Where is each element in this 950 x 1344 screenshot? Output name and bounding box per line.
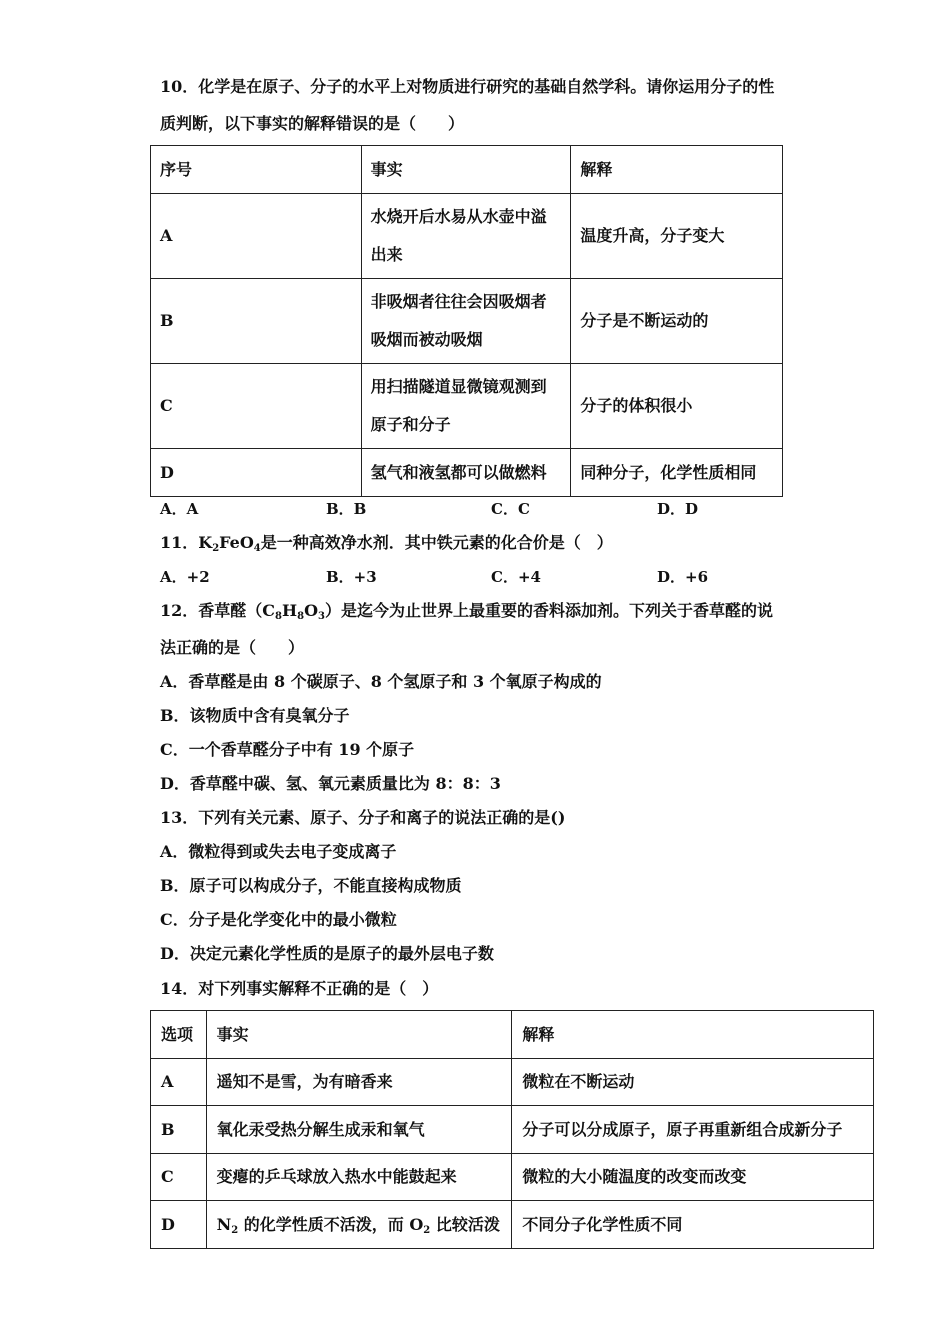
q10-table-header (151, 146, 783, 194)
q14-row-b (151, 1106, 874, 1154)
q13-stem: 13．下列有关元素、原子、分子和离子的说法正确的是() (160, 808, 566, 827)
q13-option-d[interactable]: D．决定元素化学性质的是原子的最外层电子数 (160, 944, 494, 963)
q10-row-id: B (151, 279, 362, 364)
q10-fact-line2: 原子和分子 (370, 415, 451, 434)
q14-row-fact: 遥知不是雪，为有暗香来 (206, 1059, 512, 1106)
q10-row-fact (361, 279, 571, 364)
q13-option-a[interactable]: A．微粒得到或失去电子变成离子 (160, 842, 397, 861)
q10-table (150, 145, 783, 497)
q13-option-b[interactable]: B．原子可以构成分子，不能直接构成物质 (160, 876, 462, 895)
q13-option-c[interactable]: C．分子是化学变化中的最小微粒 (160, 910, 397, 929)
q10-fact-line1: 水烧开后水易从水壶中溢 (370, 207, 547, 226)
q10-row-id: C (151, 364, 362, 449)
q12-stem-line2: 法正确的是（ ） (160, 638, 305, 657)
q14-header-explain: 解释 (512, 1011, 874, 1059)
q10-header-fact: 事实 (361, 146, 571, 194)
q14-header-fact: 事实 (206, 1011, 512, 1059)
q11-option-a[interactable]: A．+2 (160, 568, 210, 586)
q14-table (150, 1010, 874, 1249)
q10-row-explain: 分子的体积很小 (571, 364, 783, 449)
q10-row-fact (361, 194, 571, 279)
q14-row-id: C (151, 1154, 207, 1201)
q10-fact-line2: 出来 (370, 245, 403, 264)
q14-row-c (151, 1154, 874, 1201)
q14-row-explain: 微粒的大小随温度的改变而改变 (512, 1154, 874, 1201)
q14-header-option: 选项 (151, 1011, 207, 1059)
q10-row-c (151, 364, 783, 449)
q14-row-id: B (151, 1106, 207, 1154)
q14-stem: 14．对下列事实解释不正确的是（ ） (160, 979, 439, 998)
q10-option-c[interactable]: C．C (491, 500, 530, 518)
q10-row-fact: 氢气和液氢都可以做燃料 (361, 449, 571, 497)
q12-option-d[interactable]: D．香草醛中碳、氢、氧元素质量比为 8：8：3 (160, 774, 501, 793)
q11-option-c[interactable]: C．+4 (491, 568, 541, 586)
q10-row-explain: 温度升高，分子变大 (571, 194, 783, 279)
q12-stem-line1: 12．香草醛$(C_8H_8O_3)$是迄今为止世界上最重要的香料添加剂。下列关于香草醛的说 (160, 601, 773, 622)
q10-fact-line2: 吸烟而被动吸烟 (370, 330, 483, 349)
q10-stem-line1: 10．化学是在原子、分子的水平上对物质进行研究的基础自然学科。请你运用分子的性 (160, 77, 775, 96)
q10-row-a (151, 194, 783, 279)
q14-row-explain: 分子可以分成原子，原子再重新组合成新分子 (512, 1106, 874, 1154)
q10-row-explain: 分子是不断运动的 (571, 279, 783, 364)
q10-option-a[interactable]: A．A (160, 500, 199, 518)
q11-option-b[interactable]: B．+3 (326, 568, 377, 586)
q10-row-b (151, 279, 783, 364)
q10-header-id: 序号 (151, 146, 362, 194)
q10-stem-line2: 质判断，以下事实的解释错误的是（ ） (160, 114, 465, 133)
q14-row-fact: 变瘪的乒乓球放入热水中能鼓起来 (206, 1154, 512, 1201)
q10-header-explain: 解释 (571, 146, 783, 194)
q12-option-c[interactable]: C．一个香草醛分子中有 19 个原子 (160, 740, 415, 759)
q11-stem: 11．$K_2FeO_4$是一种高效净水剂．其中铁元素的化合价是（ ） (160, 533, 613, 554)
q11-option-d[interactable]: D．+6 (657, 568, 709, 586)
q10-option-b[interactable]: B．B (326, 500, 367, 518)
q14-row-explain: 不同分子化学性质不同 (512, 1201, 874, 1249)
q14-row-d (151, 1201, 874, 1249)
q14-table-header (151, 1011, 874, 1059)
q14-row-fact: $N_2$ 的化学性质不活泼，而 $O_2$ 比较活泼 (206, 1201, 512, 1249)
q14-row-id: D (151, 1201, 207, 1249)
q14-row-fact: 氧化汞受热分解生成汞和氧气 (206, 1106, 512, 1154)
q10-fact-line1: 用扫描隧道显微镜观测到 (370, 377, 547, 396)
q14-row-explain: 微粒在不断运动 (512, 1059, 874, 1106)
q10-row-id: A (151, 194, 362, 279)
q10-row-d (151, 449, 783, 497)
q12-option-a[interactable]: A．香草醛是由 8 个碳原子、8 个氢原子和 3 个氧原子构成的 (160, 672, 602, 691)
q10-option-d[interactable]: D．D (657, 500, 699, 518)
q10-row-id: D (151, 449, 362, 497)
q10-row-explain: 同种分子，化学性质相同 (571, 449, 783, 497)
q14-row-id: A (151, 1059, 207, 1106)
q10-row-fact (361, 364, 571, 449)
q10-fact-line1: 非吸烟者往往会因吸烟者 (370, 292, 547, 311)
q14-row-a (151, 1059, 874, 1106)
q12-option-b[interactable]: B．该物质中含有臭氧分子 (160, 706, 350, 725)
